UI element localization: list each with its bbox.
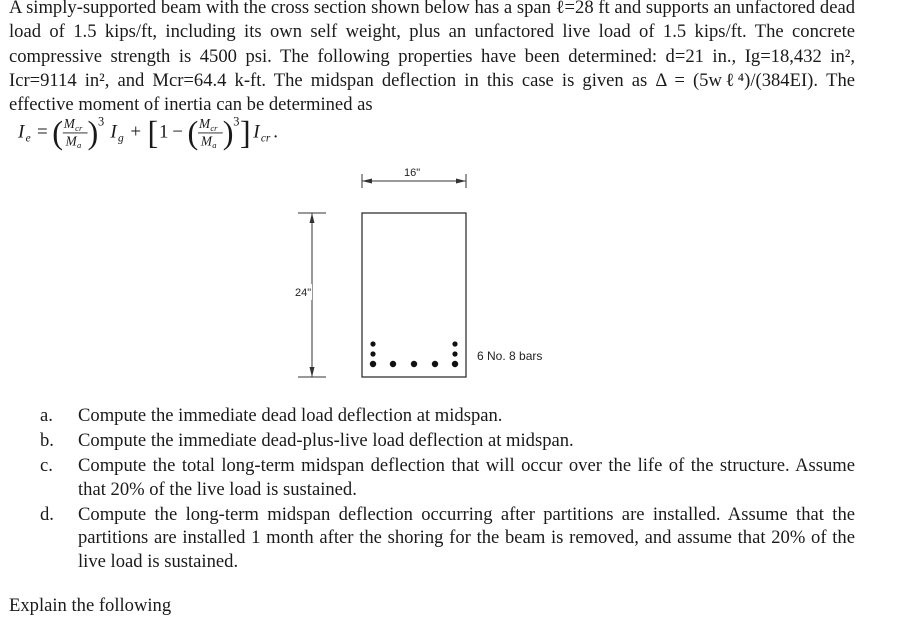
beam-cross-section-figure bbox=[280, 160, 580, 390]
question-item bbox=[40, 454, 855, 501]
question-text: Compute the immediate dead-plus-live load deflection at midspan. bbox=[78, 430, 574, 452]
ig-subscript: g bbox=[117, 132, 124, 145]
cube-exponent-1: 3 bbox=[98, 114, 105, 129]
beam-outline bbox=[362, 213, 466, 377]
bar-dot bbox=[370, 341, 375, 346]
question-text: Compute the long-term midspan deflection occurring after partitions are installed. Assume that the partitions are installed 1 month after the shoring for the beam is removed, and assume that 20% of the live load is sustained. bbox=[78, 503, 855, 573]
width-dimension bbox=[362, 167, 466, 188]
bracket-open: [ bbox=[147, 115, 159, 152]
width-label: 16" bbox=[404, 167, 421, 179]
question-item bbox=[40, 404, 855, 428]
question-text: Compute the total long-term midspan deflection that will occur over the life of the structure. Assume that 20% of the live load is sustained. bbox=[78, 455, 855, 500]
paren-close-1: ) bbox=[87, 115, 99, 152]
plus-sign: + bbox=[130, 121, 142, 143]
bar-dot bbox=[452, 351, 457, 356]
cube-exponent-2: 3 bbox=[233, 114, 240, 129]
height-dimension bbox=[292, 213, 326, 377]
effective-inertia-formula bbox=[8, 112, 348, 152]
ie-symbol: I bbox=[18, 121, 25, 143]
bar-dot bbox=[370, 361, 376, 367]
ma-denominator-2: M bbox=[200, 133, 212, 149]
one-digit: 1 bbox=[158, 121, 169, 143]
bar-dot bbox=[370, 351, 375, 356]
question-letter: d. bbox=[40, 503, 54, 525]
paren-close-2: ) bbox=[222, 115, 234, 152]
height-label: 24" bbox=[295, 287, 312, 299]
footer-partial-text: Explain the following bbox=[9, 595, 172, 616]
reinforcing-bars bbox=[370, 341, 458, 367]
mcr-numerator-sub: cr bbox=[75, 123, 83, 134]
ie-subscript: e bbox=[25, 132, 31, 145]
paren-open-1: ( bbox=[52, 115, 64, 152]
minus-sign: − bbox=[172, 121, 184, 143]
icr-symbol: I bbox=[253, 121, 260, 143]
question-item bbox=[40, 429, 855, 453]
question-item bbox=[40, 503, 855, 574]
paren-open-2: ( bbox=[187, 115, 199, 152]
problem-statement: A simply-supported beam with the cross section shown below has a span ℓ=28 ft and supports an unfactored dead load of 1.5 kips/ft, including its own self weight, plus an unfactored live load of 1.5 kips/ft. The concrete compressive strength is 4500 psi. The following properties have been determined: d=21 in., Ig=18,432 in², Icr=9114 in², and Mcr=64.4 k-ft. The midspan deflection in this case is given as Δ = (5wℓ⁴)/(384EI). The effective moment of inertia can be determined as bbox=[9, 0, 855, 116]
mcr-numerator-sub-2: cr bbox=[210, 123, 218, 134]
bracket-close: ] bbox=[239, 115, 251, 152]
question-text: Compute the immediate dead load deflection at midspan. bbox=[78, 405, 503, 426]
question-letter: b. bbox=[40, 430, 54, 452]
ma-denominator-sub-2: a bbox=[212, 140, 217, 151]
bars-label: 6 No. 8 bars bbox=[477, 349, 543, 363]
formula-period: . bbox=[273, 121, 279, 143]
ig-symbol: I bbox=[110, 121, 117, 143]
bar-dot bbox=[452, 361, 458, 367]
question-letter: c. bbox=[40, 455, 53, 477]
mcr-numerator-2: M bbox=[198, 116, 211, 132]
bar-dot bbox=[432, 361, 438, 367]
ma-denominator: M bbox=[65, 133, 77, 149]
question-letter: a. bbox=[40, 405, 53, 426]
bar-dot bbox=[390, 361, 396, 367]
question-list bbox=[40, 404, 855, 575]
icr-subscript: cr bbox=[260, 132, 271, 145]
ma-denominator-sub: a bbox=[77, 140, 82, 151]
mcr-numerator: M bbox=[63, 116, 75, 132]
equals-sign: = bbox=[37, 121, 48, 143]
bar-dot bbox=[411, 361, 417, 367]
bar-dot bbox=[452, 341, 457, 346]
